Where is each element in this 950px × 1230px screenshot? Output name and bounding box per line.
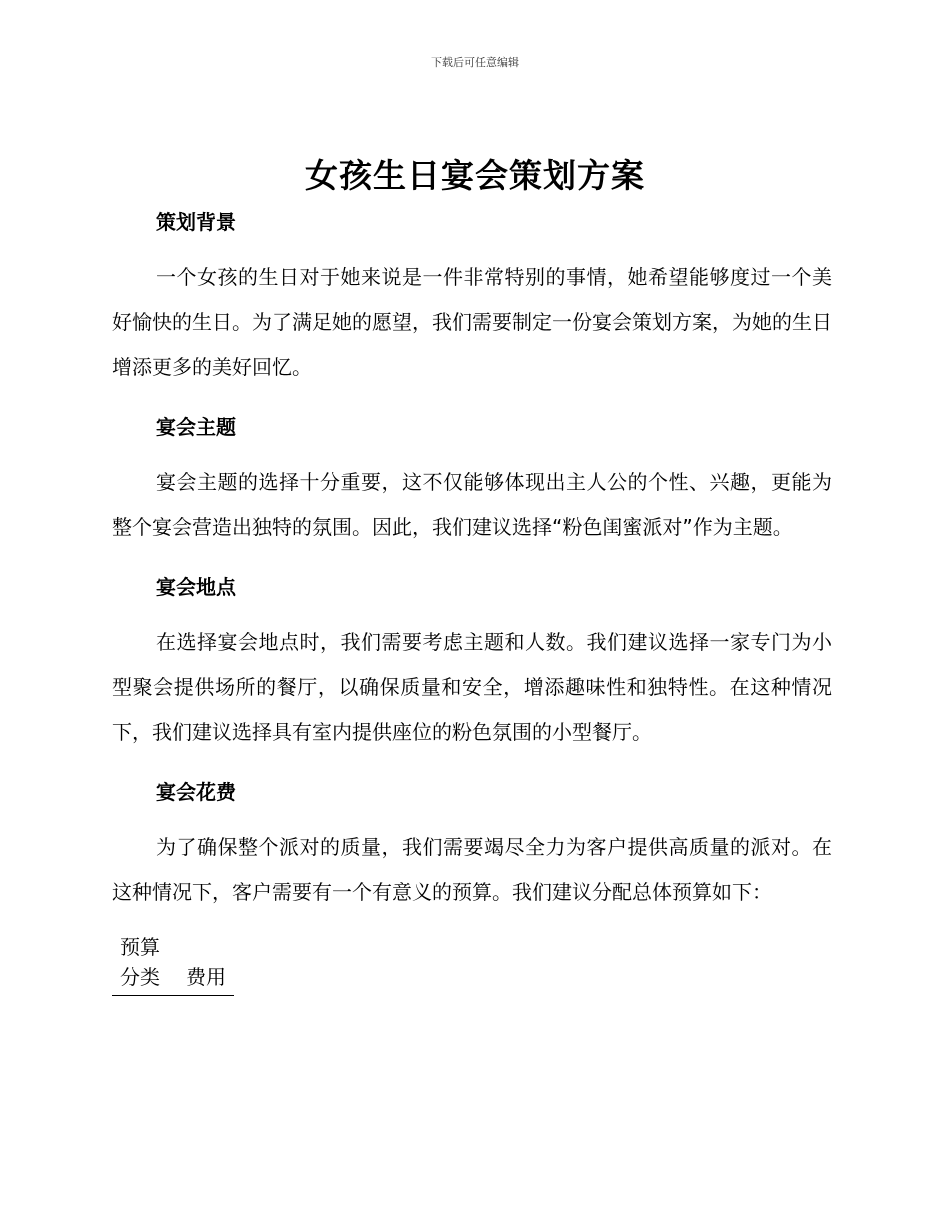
document-body [112,202,832,996]
section-heading-theme: 宴会主题 [156,415,236,439]
budget-table-header-cost: 费用 [186,965,226,989]
section-body-cost: 为了确保整个派对的质量，我们需要竭尽全力为客户提供高质量的派对。在这种情况下，客户需要有一个有意义的预算。我们建议分配总体预算如下： [112,835,832,904]
budget-table [112,932,234,996]
section-body-background: 一个女孩的生日对于她来说是一件非常特别的事情，她希望能够度过一个美好愉快的生日。为了满足她的愿望，我们需要制定一份宴会策划方案，为她的生日增添更多的美好回忆。 [112,265,832,379]
section-heading-background: 策划背景 [156,210,236,234]
header-note: 下载后可任意编辑 [431,56,519,69]
document-title: 女孩生日宴会策划方案 [305,156,645,195]
section-body-venue: 在选择宴会地点时，我们需要考虑主题和人数。我们建议选择一家专门为小型聚会提供场所的餐厅，以确保质量和安全，增添趣味性和独特性。在这种情况下，我们建议选择具有室内提供座位的粉色氛围的小型餐厅。 [112,630,832,744]
section-heading-venue: 宴会地点 [156,575,236,599]
section-body-theme: 宴会主题的选择十分重要，这不仅能够体现出主人公的个性、兴趣，更能为整个宴会营造出独特的氛围。因此，我们建议选择“粉色闺蜜派对”作为主题。 [112,470,832,539]
budget-table-header-category: 预算分类 [120,935,160,989]
section-heading-cost: 宴会花费 [156,780,236,804]
budget-table-header-row [112,932,234,996]
